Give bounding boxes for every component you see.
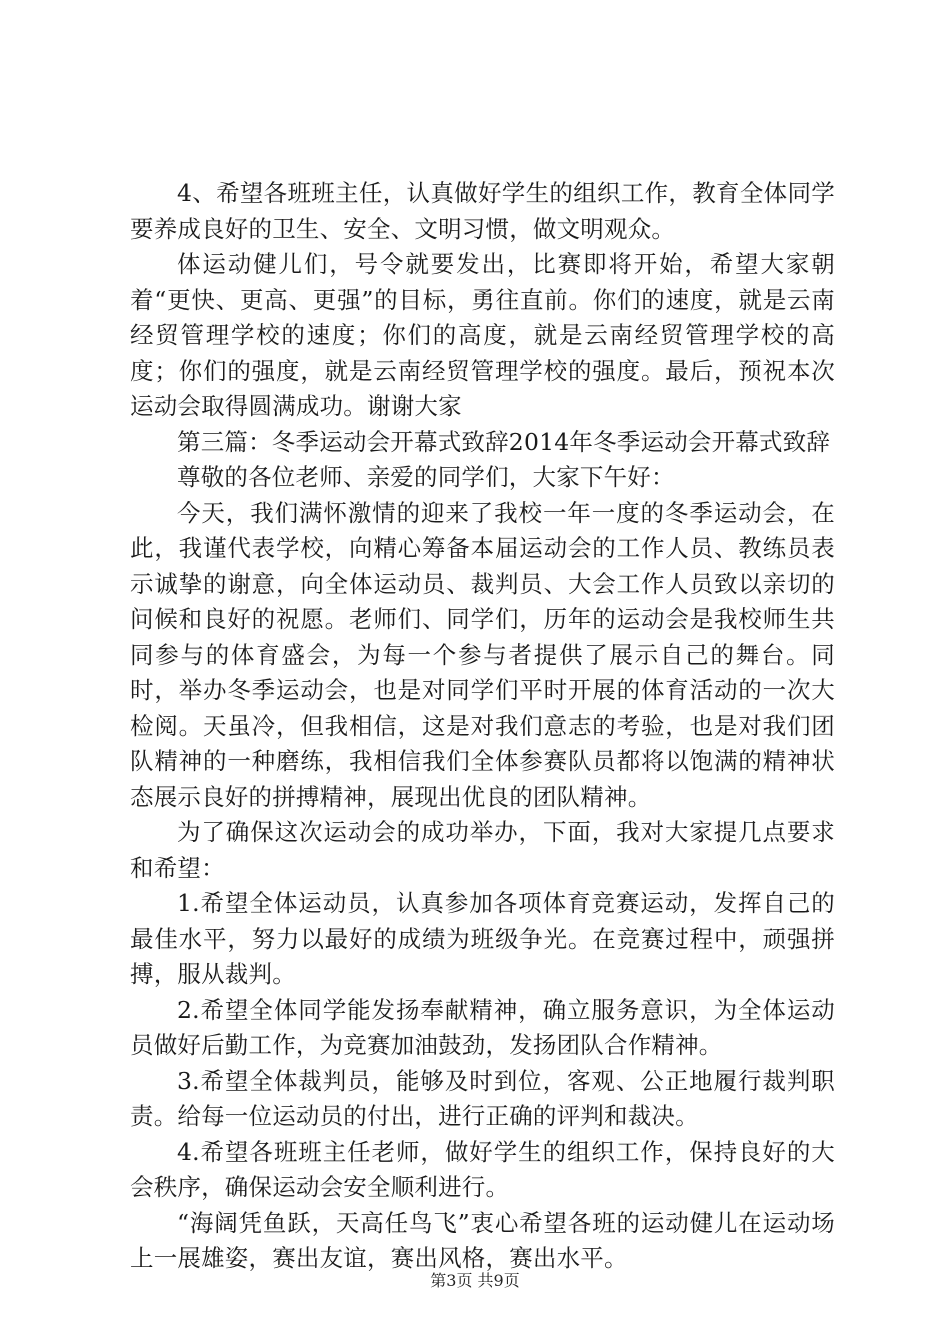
paragraph-2: 体运动健儿们，号令就要发出，比赛即将开始，希望大家朝着“更快、更高、更强”的目标，勇往直前。你们的速度，就是云南经贸管理学校的速度；你们的高度，就是云南经贸管理学校的高度；你们的强度，就是云南经贸管理学校的强度。最后，预祝本次运动会取得圆满成功。谢谢大家 [130, 250, 835, 420]
paragraph-closing: “海阔凭鱼跃，天高任鸟飞”衷心希望各班的运动健儿在运动场上一展雄姿，赛出友谊，赛出风格，赛出水平。 [130, 1208, 835, 1272]
paragraph-1: 4、希望各班班主任，认真做好学生的组织工作，教育全体同学要养成良好的卫生、安全、文明习惯，做文明观众。 [130, 179, 835, 243]
section-heading: 第三篇：冬季运动会开幕式致辞2014年冬季运动会开幕式致辞 [177, 427, 831, 456]
list-item-1: 1.希望全体运动员，认真参加各项体育竞赛运动，发挥自己的最佳水平，努力以最好的成绩为班级争光。在竞赛过程中，顽强拼搏，服从裁判。 [130, 889, 835, 988]
paragraph-opening: 今天，我们满怀激情的迎来了我校一年一度的冬季运动会，在此，我谨代表学校，向精心筹备本届运动会的工作人员、教练员表示诚挚的谢意，向全体运动员、裁判员、大会工作人员致以亲切的问候和良好的祝愿。老师们、同学们，历年的运动会是我校师生共同参与的体育盛会，为每一个参与者提供了展示自己的舞台。同时，举办冬季运动会，也是对同学们平时开展的体育活动的一次大检阅。天虽冷，但我相信，这是对我们意志的考验，也是对我们团队精神的一种磨练，我相信我们全体参赛队员都将以饱满的精神状态展示良好的拼搏精神，展现出优良的团队精神。 [130, 498, 835, 811]
list-item-2: 2.希望全体同学能发扬奉献精神，确立服务意识，为全体运动员做好后勤工作，为竞赛加油鼓劲，发扬团队合作精神。 [130, 995, 835, 1059]
list-item-4: 4.希望各班班主任老师，做好学生的组织工作，保持良好的大会秩序，确保运动会安全顺利进行。 [130, 1137, 835, 1201]
page-footer: 第3页 共9页 [430, 1271, 520, 1290]
list-item-3: 3.希望全体裁判员，能够及时到位，客观、公正地履行裁判职责。给每一位运动员的付出，进行正确的评判和裁决。 [130, 1066, 835, 1130]
paragraph-requirements-intro: 为了确保这次运动会的成功举办，下面，我对大家提几点要求和希望： [130, 818, 835, 882]
salutation: 尊敬的各位老师、亲爱的同学们，大家下午好： [177, 463, 675, 491]
document-body [130, 176, 835, 1277]
